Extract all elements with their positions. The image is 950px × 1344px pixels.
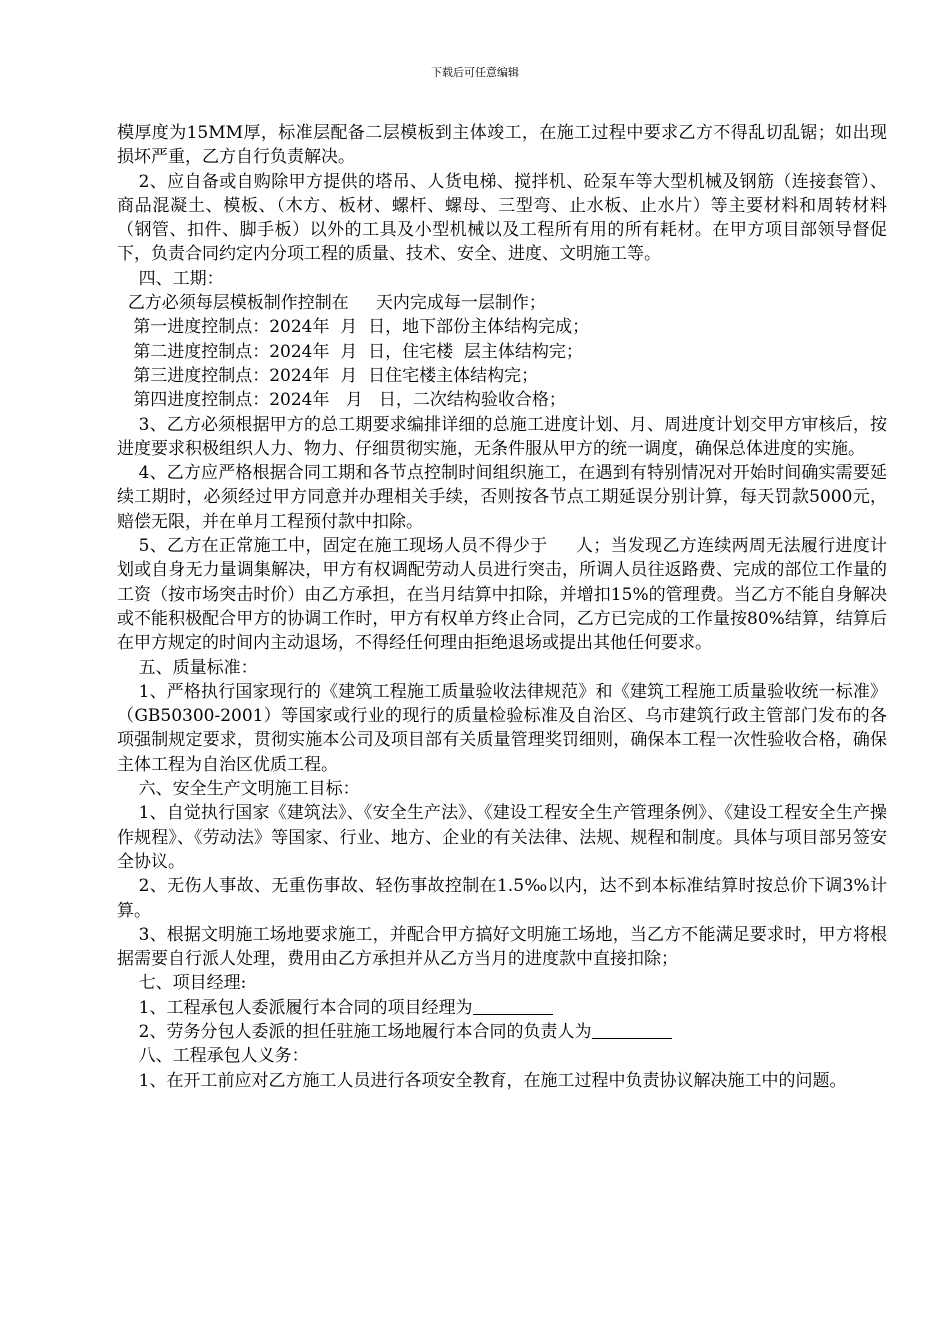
section-heading-contractor-duties: 八、工程承包人义务： [138,1046,309,1067]
paragraph-staffing: 5、乙方在正常施工中，固定在施工现场人员不得少于 人；当发现乙方连续两周无法履行进度计划或自身无力量调集解决，甲方有权调配劳动人员进行突击，所调人员往返路费、完成的部位工作量的工资（按市场突击时价）由乙方承担，在当月结算中扣除，并增扣15%的管理费。当乙方不能自身解决或不能积极配合甲方的协调工作时，甲方有权单方终止合同，乙方已完成的工作量按80%结算，结算后在甲方规定的时间内主动退场，不得经任何理由拒绝退场或提出其他任何要求。 [117,536,887,654]
section-heading-project-manager: 七、项目经理: [138,973,247,994]
paragraph-quality-standard: 1、严格执行国家现行的《建筑工程施工质量验收法律规范》和《建筑工程施工质量验收统一标准》（GB50300-2001）等国家或行业的现行的质量检验标准及自治区、乌市建筑行政主管部门发布的各项强制规定要求，贯彻实施本公司及项目部有关质量管理奖罚细则，确保本工程一次性验收合格，确保主体工程为自治区优质工程。 [117,681,887,775]
paragraph-formwork-thickness: 模厚度为15MM厚，标准层配备二层模板到主体竣工，在施工过程中要求乙方不得乱切乱锯；如出现损坏严重，乙方自行负责解决。 [117,123,887,168]
section-heading-schedule: 四、工期： [138,268,224,289]
milestone-3: 第三进度控制点：2024年 月 日住宅楼主体结构完； [133,365,539,386]
paragraph-safety-laws: 1、自觉执行国家《建筑法》、《安全生产法》、《建设工程安全生产管理条例》、《建设工程安全生产操作规程》、《劳动法》等国家、行业、地方、企业的有关法律、法规、规程和制度。具体与项目部另签安全协议。 [117,803,887,872]
paragraph-delay-penalty: 4、乙方应严格根据合同工期和各节点控制时间组织施工，在遇到有特别情况对开始时间确实需要延续工期时，必须经过甲方同意并办理相关手续，否则按各节点工期延误分别计算，每天罚款5000元，赔偿无限，并在单月工程预付款中扣除。 [117,463,887,532]
paragraph-accident-control: 2、无伤人事故、无重伤事故、轻伤事故控制在1.5‰以内，达不到本标准结算时按总价下调3%计算。 [117,876,887,921]
paragraph-project-manager-line [117,996,887,1020]
project-manager-blank[interactable] [473,997,553,1015]
paragraph-layer-control: 乙方必须每层模板制作控制在 天内完成每一层制作； [127,293,546,314]
paragraph-progress-plan: 3、乙方必须根据甲方的总工期要求编排详细的总施工进度计划、月、周进度计划交甲方审核后，按进度要求积极组织人力、物力、仔细贯彻实施，无条件服从甲方的统一调度，确保总体进度的实施。 [117,414,887,459]
project-manager-label: 1、工程承包人委派履行本合同的项目经理为 [138,997,473,1018]
site-responsible-label: 2、劳务分包人委派的担任驻施工场地履行本合同的负责人为 [138,1021,592,1042]
paragraph-materials-tools: 2、应自备或自购除甲方提供的塔吊、人货电梯、搅拌机、砼泵车等大型机械及钢筋（连接套管）、商品混凝土、模板、（木方、板材、螺杆、螺母、三型弯、止水板、止水片）等主要材料和周转材料（钢管、扣件、脚手板）以外的工具及小型机械以及工程所有用的所有耗材。在甲方项目部领导督促下，负责合同约定内分项工程的质量、技术、安全、进度、文明施工等。 [117,171,887,265]
milestone-1: 第一进度控制点：2024年 月 日，地下部份主体结构完成； [133,317,590,338]
paragraph-safety-education: 1、在开工前应对乙方施工人员进行各项安全教育，在施工过程中负责协议解决施工中的问题。 [138,1070,847,1091]
milestone-4: 第四进度控制点：2024年 月 日，二次结构验收合格； [133,390,566,411]
section-heading-safety: 六、安全生产文明施工目标： [138,779,360,800]
document-body [117,121,887,1093]
site-responsible-blank[interactable] [592,1021,672,1039]
section-heading-quality: 五、质量标准： [138,657,258,678]
paragraph-civilized-site: 3、根据文明施工场地要求施工，并配合甲方搞好文明施工场地，当乙方不能满足要求时，甲方将根据需要自行派人处理，费用由乙方承担并从乙方当月的进度款中直接扣除； [117,924,887,970]
paragraph-site-responsible-line [117,1020,887,1044]
header-note: 下载后可任意编辑 [431,66,519,79]
milestone-2: 第二进度控制点：2024年 月 日，住宅楼 层主体结构完； [133,341,583,362]
